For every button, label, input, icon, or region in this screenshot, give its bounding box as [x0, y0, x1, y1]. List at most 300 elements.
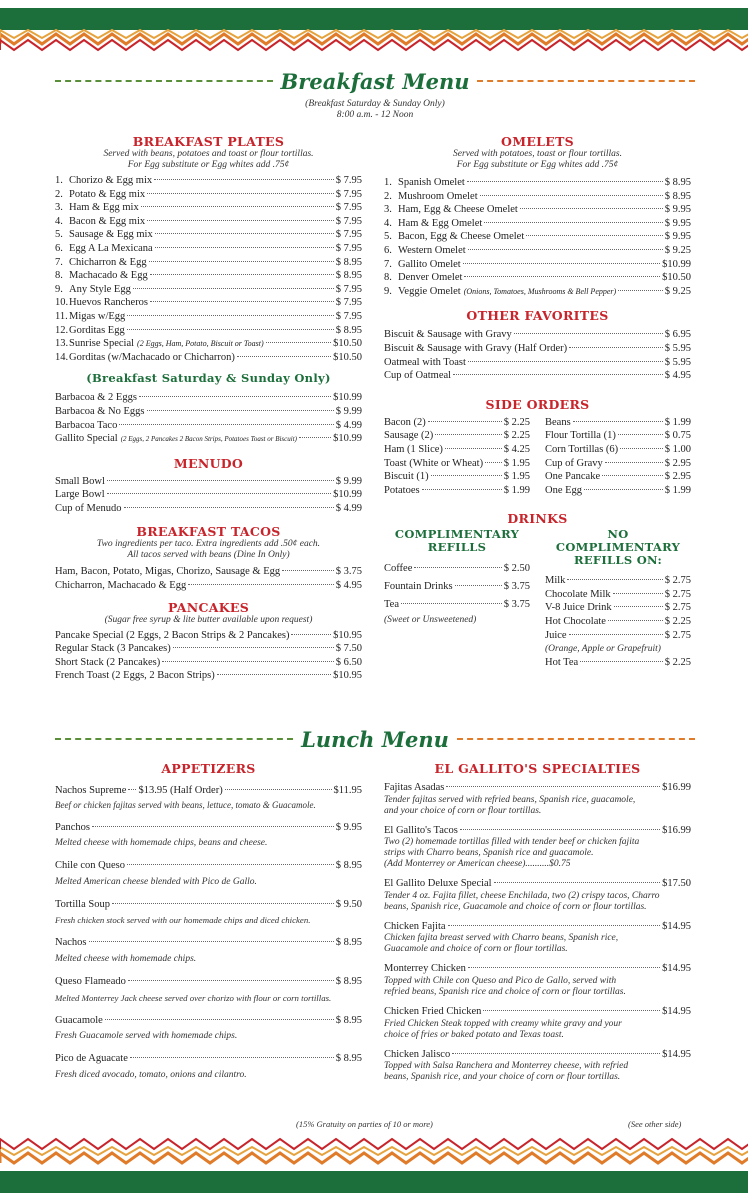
tacos-list [55, 565, 362, 592]
menu-item [55, 502, 362, 516]
item-price: $ 7.95 [335, 310, 362, 322]
leader-dots [128, 980, 334, 981]
menu-item [55, 1014, 362, 1028]
leader-dots [605, 462, 663, 463]
item-price: $ 6.95 [664, 329, 691, 341]
drinks-right-list [545, 574, 691, 642]
menu-item [55, 488, 362, 502]
breakfast-subtitle: (Breakfast Saturday & Sunday Only) [305, 99, 445, 109]
appetizers-list [55, 821, 362, 1081]
item-name: Sausage (2) [384, 430, 434, 442]
menu-item [384, 190, 691, 204]
leader-dots [299, 437, 331, 438]
item-price: $ 1.00 [664, 443, 691, 455]
item-name: Flour Tortilla (1) [545, 430, 616, 442]
item-number: 1. [55, 175, 63, 186]
menu-item [55, 188, 362, 202]
leader-dots [569, 347, 663, 348]
leader-dots [468, 361, 663, 362]
item-name: Gallito Special [55, 433, 118, 445]
item-price: $ 5.95 [664, 356, 691, 368]
leader-dots [448, 925, 661, 926]
item-description: and your choice of corn or flour tortillas. [384, 805, 542, 816]
drinks-no-complimentary [545, 528, 691, 670]
item-price: $ 8.95 [335, 1014, 362, 1026]
item-name: Ham (1 Slice) [384, 443, 443, 455]
leader-dots [139, 396, 331, 397]
item-price: $ 9.95 [335, 821, 362, 833]
leader-dots [188, 584, 334, 585]
item-number: 3. [55, 202, 63, 214]
item-price: $ 7.95 [335, 283, 362, 295]
item-name: One Pancake [545, 471, 601, 483]
leader-dots [468, 249, 663, 250]
item-price: $14.95 [662, 920, 691, 932]
item-price: $ 9.95 [664, 204, 691, 216]
item-price: $14.95 [662, 963, 691, 975]
item-name: Gallito Omelet [398, 258, 461, 270]
item-price: $10.95 [333, 670, 362, 682]
item-name: Western Omelet [398, 244, 466, 256]
item-name: Any Style Egg [69, 283, 131, 295]
item-description: Fresh diced avocado, tomato, onions and cilantro. [55, 1069, 247, 1080]
item-price: $ 2.75 [664, 575, 691, 587]
breakfast-plates-note: Served with beans, potatoes and toast or flour tortillas. [103, 149, 314, 159]
item-description: Melted Monterrey Jack cheese served over chorizo with flour or corn tortillas. [55, 992, 332, 1003]
item-price: $14.95 [662, 1005, 691, 1017]
tea-note: (Sweet or Unsweetened) [384, 615, 477, 626]
drinks-comp-title: COMPLIMENTARY [394, 527, 520, 542]
item-name: Chicharron & Egg [69, 256, 147, 268]
menu-item [55, 215, 362, 229]
item-number: 4. [55, 215, 63, 227]
item-name: Small Bowl [55, 475, 105, 487]
leader-dots [445, 448, 502, 449]
leader-dots [155, 233, 334, 234]
item-price: $ 2.75 [664, 588, 691, 600]
leader-dots [141, 206, 334, 207]
item-price: $ 9.50 [335, 898, 362, 910]
item-name: Fountain Drinks [384, 581, 453, 593]
item-price: $ 5.95 [664, 342, 691, 354]
item-number: 8. [384, 272, 392, 284]
menu-item [545, 656, 691, 670]
item-description: Fresh Guacamole served with homemade chips. [55, 1031, 238, 1042]
leader-dots [494, 882, 661, 883]
drinks-nocomp-title: NO COMPLIMENTARY [555, 527, 681, 555]
leader-dots [154, 179, 334, 180]
item-price: $11.95 [333, 785, 362, 796]
leader-dots [480, 195, 663, 196]
bottom-decorative-band [0, 1137, 748, 1193]
item-description: Topped with Chile con Queso and Pico de Gallo, served with [384, 975, 617, 986]
tacos-note: All tacos served with beans (Dine In Only) [127, 550, 290, 561]
item-number: 2. [384, 190, 392, 202]
menu-item [545, 416, 691, 430]
item-price: $ 2.25 [503, 416, 530, 428]
leader-dots [453, 374, 663, 375]
menu-item [545, 601, 691, 615]
item-name: Fajitas Asadas [384, 782, 445, 793]
breakfast-hours: 8:00 a.m. - 12 Noon [336, 110, 414, 120]
item-price: $10.50 [333, 351, 362, 363]
leader-dots [130, 1057, 334, 1058]
divider [55, 738, 293, 740]
menu-item [55, 391, 362, 405]
item-price: $ 7.95 [335, 242, 362, 254]
menu-item [55, 784, 362, 798]
leader-dots [128, 789, 136, 790]
leader-dots [124, 507, 334, 508]
item-price: $10.99 [333, 392, 362, 404]
item-description: (Add Monterrey or American cheese)..........$0.75 [384, 859, 571, 870]
item-name: French Toast (2 Eggs, 2 Bacon Strips) [55, 670, 215, 682]
breakfast-right-column [384, 134, 691, 670]
item-number: 11. [55, 310, 68, 322]
item-name: El Gallito Deluxe Special [384, 878, 492, 890]
menu-item [55, 898, 362, 912]
item-name: Migas w/Egg [69, 310, 126, 322]
menu-item [384, 258, 691, 272]
item-name: Chicken Fried Chicken [384, 1005, 482, 1017]
leader-dots [237, 356, 331, 357]
item-description: Tender fajitas served with refried beans, Spanish rice, guacamole, [384, 794, 636, 805]
item-name: Pico de Aguacate [55, 1053, 128, 1065]
item-name: Barbacoa & No Eggs [55, 405, 145, 417]
menu-item [384, 781, 691, 795]
item-name: Pancake Special (2 Eggs, 2 Bacon Strips & 2 Pancakes) [55, 629, 290, 641]
drinks-header: DRINKS [507, 511, 568, 527]
item-price: $ 4.95 [335, 580, 362, 592]
leader-dots [133, 288, 334, 289]
item-price: $10.95 [333, 629, 362, 641]
breakfast-title-row [55, 68, 695, 94]
item-name: Chocolate Milk [545, 588, 611, 600]
menu-item [55, 475, 362, 489]
item-name: One Egg [545, 484, 583, 496]
menu-item [55, 283, 362, 297]
lunch-menu-title: Lunch Menu [301, 726, 449, 752]
menu-item [545, 429, 691, 443]
item-number: 14. [55, 351, 69, 363]
leader-dots [452, 1053, 660, 1054]
leader-dots [460, 829, 660, 830]
item-name: Queso Flameado [55, 975, 126, 987]
item-name: Regular Stack (3 Pancakes) [55, 643, 171, 655]
item-price: $10.50 [662, 272, 691, 284]
menu-item [55, 405, 362, 419]
menu-item [55, 242, 362, 256]
pancakes-header: PANCAKES [167, 599, 250, 615]
item-price: $ 7.95 [335, 215, 362, 227]
menu-item [55, 669, 362, 683]
menu-item [384, 470, 530, 484]
breakfast-menu-title: Breakfast Menu [280, 68, 470, 94]
drinks-left-list [384, 561, 530, 613]
item-name: Ham, Bacon, Potato, Migas, Chorizo, Sausage & Egg [55, 566, 281, 578]
drinks-comp-title: REFILLS [427, 540, 487, 555]
item-name: Mushroom Omelet [398, 190, 478, 202]
item-price: $14.95 [662, 1048, 691, 1060]
item-description: Melted cheese with homemade chips, beans and cheese. [55, 838, 268, 849]
item-name: Barbacoa Taco [55, 419, 118, 431]
leader-dots [173, 647, 334, 648]
leader-dots [608, 620, 663, 621]
item-price: $ 1.99 [503, 484, 530, 496]
leader-dots [401, 603, 502, 604]
menu-item [55, 642, 362, 656]
spacer [384, 913, 691, 920]
item-price: $17.50 [662, 878, 691, 890]
item-name: Beans [545, 416, 571, 428]
item-price: $ 7.50 [335, 643, 362, 655]
leader-dots [463, 263, 660, 264]
menu-item [55, 419, 362, 433]
menu-item [384, 1048, 691, 1062]
leader-dots [620, 448, 663, 449]
item-price: $ 7.95 [335, 188, 362, 200]
item-price: $10.50 [333, 338, 362, 350]
other-favorites-header: OTHER FAVORITES [466, 308, 609, 324]
item-description: Tender 4 oz. Fajita fillet, cheese Enchilada, two (2) crispy tacos, Charro [384, 890, 660, 901]
item-name: Biscuit (1) [384, 471, 429, 483]
menu-item [545, 615, 691, 629]
leader-dots [567, 579, 662, 580]
item-description: Fresh chicken stock served with our homemade chips and diced chicken. [55, 915, 311, 926]
leader-dots [422, 489, 502, 490]
juice-note: (Orange, Apple or Grapefruit) [545, 644, 661, 655]
leader-dots [92, 826, 334, 827]
menu-item [545, 457, 691, 471]
pancakes-list [55, 629, 362, 683]
item-name: Gorditas Egg [69, 324, 125, 336]
leader-dots [614, 606, 663, 607]
side-orders-header: SIDE ORDERS [485, 396, 590, 412]
item-description: Melted American cheese blended with Pico de Gallo. [55, 876, 257, 887]
leader-dots [569, 634, 663, 635]
omelets-note: Served with potatoes, toast or flour tortillas. [453, 149, 622, 159]
omelets-header: OMELETS [501, 134, 574, 149]
item-price: $ 9.25 [664, 244, 691, 256]
item-price: $ 9.95 [664, 217, 691, 229]
item-number: 7. [384, 258, 392, 270]
spacer [384, 998, 691, 1005]
item-half-order: $13.95 (Half Order) [138, 785, 223, 796]
other-favorites-list [384, 328, 691, 382]
leader-dots [618, 434, 663, 435]
item-price: $10.99 [333, 433, 362, 445]
item-price: $16.99 [662, 824, 691, 836]
leader-dots [112, 903, 334, 904]
pancakes-note: (Sugar free syrup & lite butter available upon request) [104, 614, 313, 625]
tacos-note: Two ingredients per taco. Extra ingredients add .50¢ each. [96, 539, 321, 550]
specialties-list [384, 781, 691, 1090]
menu-item [384, 328, 691, 342]
menu-item [545, 588, 691, 602]
item-number: 13. [55, 338, 69, 350]
item-price: $ 9.99 [335, 405, 362, 417]
leader-dots [483, 1010, 660, 1011]
appetizers-header: APPETIZERS [161, 761, 256, 776]
item-price: $ 8.95 [664, 177, 691, 188]
item-description: Guacamole and choice of corn or flour tortillas. [384, 944, 568, 955]
item-name: El Gallito's Tacos [384, 824, 458, 836]
menu-item [384, 579, 530, 595]
leader-dots [584, 489, 663, 490]
item-extra: (Onions, Tomatoes, Mushrooms & Bell Pepper) [463, 286, 617, 296]
item-name: Large Bowl [55, 489, 105, 501]
item-name: Veggie Omelet [398, 285, 461, 297]
item-number: 2. [55, 188, 63, 200]
leader-dots [467, 181, 663, 182]
menu-item [545, 484, 691, 498]
item-price: $ 2.50 [503, 563, 530, 575]
item-price: $ 2.75 [664, 602, 691, 614]
breakfast-tacos-header: BREAKFAST TACOS [136, 524, 281, 540]
item-number: 1. [384, 177, 392, 188]
leader-dots [618, 290, 663, 291]
leader-dots [435, 434, 501, 435]
menudo-list [55, 475, 362, 516]
item-price: $ 7.95 [335, 175, 362, 186]
item-name: Potato & Egg mix [69, 188, 146, 200]
item-price: $ 8.95 [335, 270, 362, 282]
item-price: $ 2.25 [503, 430, 530, 442]
menu-item [384, 877, 691, 891]
leader-dots [127, 315, 333, 316]
item-name: Biscuit & Sausage with Gravy (Half Order) [384, 342, 568, 354]
menu-item [384, 416, 530, 430]
item-description: Fried Chicken Steak topped with creamy white gravy and your [384, 1018, 622, 1029]
leader-dots [446, 786, 660, 787]
item-name: Egg A La Mexicana [69, 242, 153, 254]
menu-item [384, 244, 691, 258]
item-name: Guacamole [55, 1014, 103, 1026]
omelets-list [384, 176, 691, 298]
item-price: $ 7.95 [335, 229, 362, 241]
item-name: Spanish Omelet [398, 177, 465, 188]
leader-dots [119, 424, 333, 425]
item-price: $ 9.95 [664, 231, 691, 243]
spacer [384, 1041, 691, 1048]
drinks-nocomp-title: REFILLS ON: [573, 553, 662, 568]
item-price: $ 4.95 [664, 370, 691, 382]
menu-item [384, 1005, 691, 1019]
item-number: 9. [55, 283, 63, 295]
item-number: 9. [384, 285, 392, 297]
menu-item [55, 351, 362, 365]
item-price: $ 1.95 [503, 471, 530, 483]
item-extra: (2 Eggs, 2 Pancakes 2 Bacon Strips, Potatoes Toast or Biscuit) [120, 435, 297, 444]
item-name: Juice [545, 629, 567, 641]
menu-item [55, 821, 362, 835]
leader-dots [613, 593, 663, 594]
item-price: $ 2.75 [664, 629, 691, 641]
item-name: Bacon & Egg mix [69, 215, 146, 227]
item-price: $16.99 [662, 782, 691, 793]
leader-dots [266, 342, 331, 343]
menu-item [55, 656, 362, 670]
leader-dots [217, 674, 331, 675]
item-price: $ 2.95 [664, 471, 691, 483]
menu-item [545, 574, 691, 588]
item-name: Panchos [55, 821, 90, 833]
item-price: $ 8.95 [335, 975, 362, 987]
specialties-column [384, 761, 691, 1090]
menu-item [55, 174, 362, 188]
menu-item [55, 1052, 362, 1066]
menu-item [384, 230, 691, 244]
spacer [384, 817, 691, 824]
weekend-list [55, 391, 362, 446]
item-price: $ 7.95 [335, 202, 362, 214]
menudo-header: MENUDO [173, 455, 244, 471]
item-name: Potatoes [384, 484, 420, 496]
item-price: $ 8.95 [335, 324, 362, 336]
item-name: Ham & Egg Omelet [398, 217, 483, 229]
item-description: choice of fries or baked potato and Texas toast. [384, 1029, 564, 1040]
item-name: Oatmeal with Toast [384, 356, 466, 368]
menu-item [545, 443, 691, 457]
item-price: $ 1.99 [664, 484, 691, 496]
item-extra: (2 Eggs, Ham, Potato, Biscuit or Toast) [137, 339, 264, 349]
top-decorative-band [0, 0, 748, 56]
item-name: Nachos Supreme [55, 785, 127, 796]
item-name: Hot Chocolate [545, 616, 606, 628]
menu-item [55, 975, 362, 989]
weekend-header: (Breakfast Saturday & Sunday Only) [86, 371, 331, 386]
menu-item [55, 337, 362, 351]
menu-item [384, 484, 530, 498]
menu-item [384, 824, 691, 838]
menu-item [384, 285, 691, 299]
leader-dots [147, 410, 334, 411]
leader-dots [291, 634, 331, 635]
item-name: Machacado & Egg [69, 270, 148, 282]
menu-item [55, 859, 362, 873]
drinks-complimentary [384, 528, 530, 670]
side-orders-left [384, 416, 530, 498]
spacer [384, 955, 691, 962]
item-price: $ 4.99 [335, 502, 362, 514]
item-number: 6. [55, 242, 63, 254]
specialties-header: EL GALLITO'S SPECIALTIES [434, 761, 641, 776]
item-description: Two (2) homemade tortillas filled with tender beef or chicken fajita [384, 837, 640, 848]
item-price: $ 4.99 [335, 419, 362, 431]
item-price: $ 2.95 [664, 457, 691, 469]
item-description: beans, Spanish rice, Guacamole and choice of corn or flour tortillas. [384, 901, 647, 912]
leader-dots [147, 220, 334, 221]
appetizers-column [55, 761, 362, 1091]
leader-dots [282, 570, 334, 571]
menu-item [55, 324, 362, 338]
menu-item [384, 271, 691, 285]
leader-dots [147, 193, 334, 194]
item-price: $ 9.25 [664, 285, 691, 297]
item-price: $ 9.99 [335, 475, 362, 487]
item-name: Sausage & Egg mix [69, 229, 153, 241]
item-price: $ 3.75 [503, 599, 530, 611]
item-description: Topped with Salsa Ranchera and Monterrey cheese, with refried [384, 1061, 629, 1072]
leader-dots [127, 329, 334, 330]
divider [55, 80, 273, 82]
item-name: Chicken Jalisco [384, 1048, 451, 1060]
item-description: refried beans, Spanish rice and choice of corn or flour tortillas. [384, 986, 626, 997]
leader-dots [414, 567, 501, 568]
item-name: Denver Omelet [398, 272, 463, 284]
item-name: Gorditas (w/Machacado or Chicharron) [69, 351, 235, 363]
menu-item [384, 443, 530, 457]
